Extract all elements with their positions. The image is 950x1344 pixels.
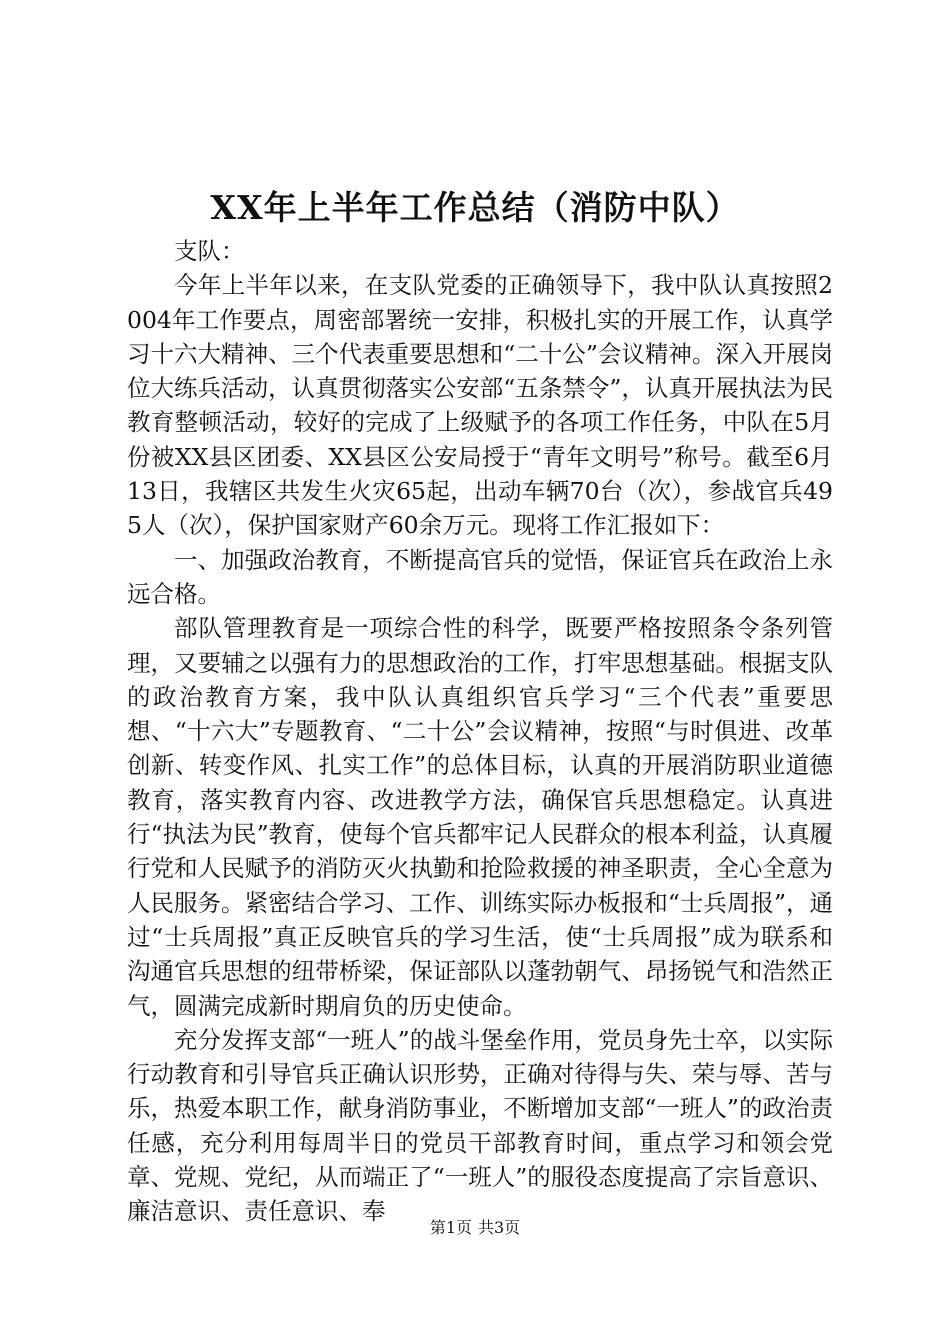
page-footer [0,1217,950,1239]
paragraph-intro: 今年上半年以来，在支队党委的正确领导下，我中队认真按照2004年工作要点，周密部署统一安排，积极扎实的开展工作，认真学习十六大精神、三个代表重要思想和“二十公”会议精神。深入开展岗位大练兵活动，认真贯彻落实公安部“五条禁令”，认真开展执法为民教育整顿活动，较好的完成了上级赋予的各项工作任务，中队在5月份被XX县区团委、XX县区公安局授于“青年文明号”称号。截至6月13日，我辖区共发生火灾65起，出动车辆70台（次），参战官兵495人（次），保护国家财产60余万元。现将工作汇报如下： [127,271,833,540]
paragraph-political-education: 部队管理教育是一项综合性的科学，既要严格按照条令条列管理，又要辅之以强有力的思想政治的工作，打牢思想基础。根据支队的政治教育方案，我中队认真组织官兵学习“三个代表”重要思想、“十六大”专题教育、“二十公”会议精神，按照“与时俱进、改革创新、转变作风、扎实工作”的总体目标，认真的开展消防职业道德教育，落实教育内容、改进教学方法，确保官兵思想稳定。认真进行“执法为民”教育，使每个官兵都牢记人民群众的根本利益，认真履行党和人民赋予的消防灭火执勤和抢险救援的神圣职责，全心全意为人民服务。紧密结合学习、工作、训练实际办板报和“士兵周报”，通过“士兵周报”真正反映官兵的学习生活，使“士兵周报”成为联系和沟通官兵思想的纽带桥梁，保证部队以蓬勃朝气、昂扬锐气和浩然正气，圆满完成新时期肩负的历史使命。 [127,614,833,1020]
page-total: 共3页 [478,1218,521,1237]
document-title: XX年上半年工作总结（消防中队） [210,188,740,227]
section-heading-1: 一、加强政治教育，不断提高官兵的觉悟，保证官兵在政治上永远合格。 [127,545,833,608]
salutation: 支队： [174,237,245,265]
page-number: 第1页 [429,1218,472,1237]
paragraph-party-branch: 充分发挥支部“一班人”的战斗堡垒作用，党员身先士卒，以实际行动教育和引导官兵正确认识形势，正确对待得与失、荣与辱、苦与乐，热爱本职工作，献身消防事业，不断增加支部“一班人”的政治责任感，充分利用每周半日的党员干部教育时间，重点学习和领会党章、党规、党纪，从而端正了“一班人”的服役态度提高了宗旨意识、廉洁意识、责任意识、奉 [127,1025,833,1226]
document-body [127,234,833,1229]
